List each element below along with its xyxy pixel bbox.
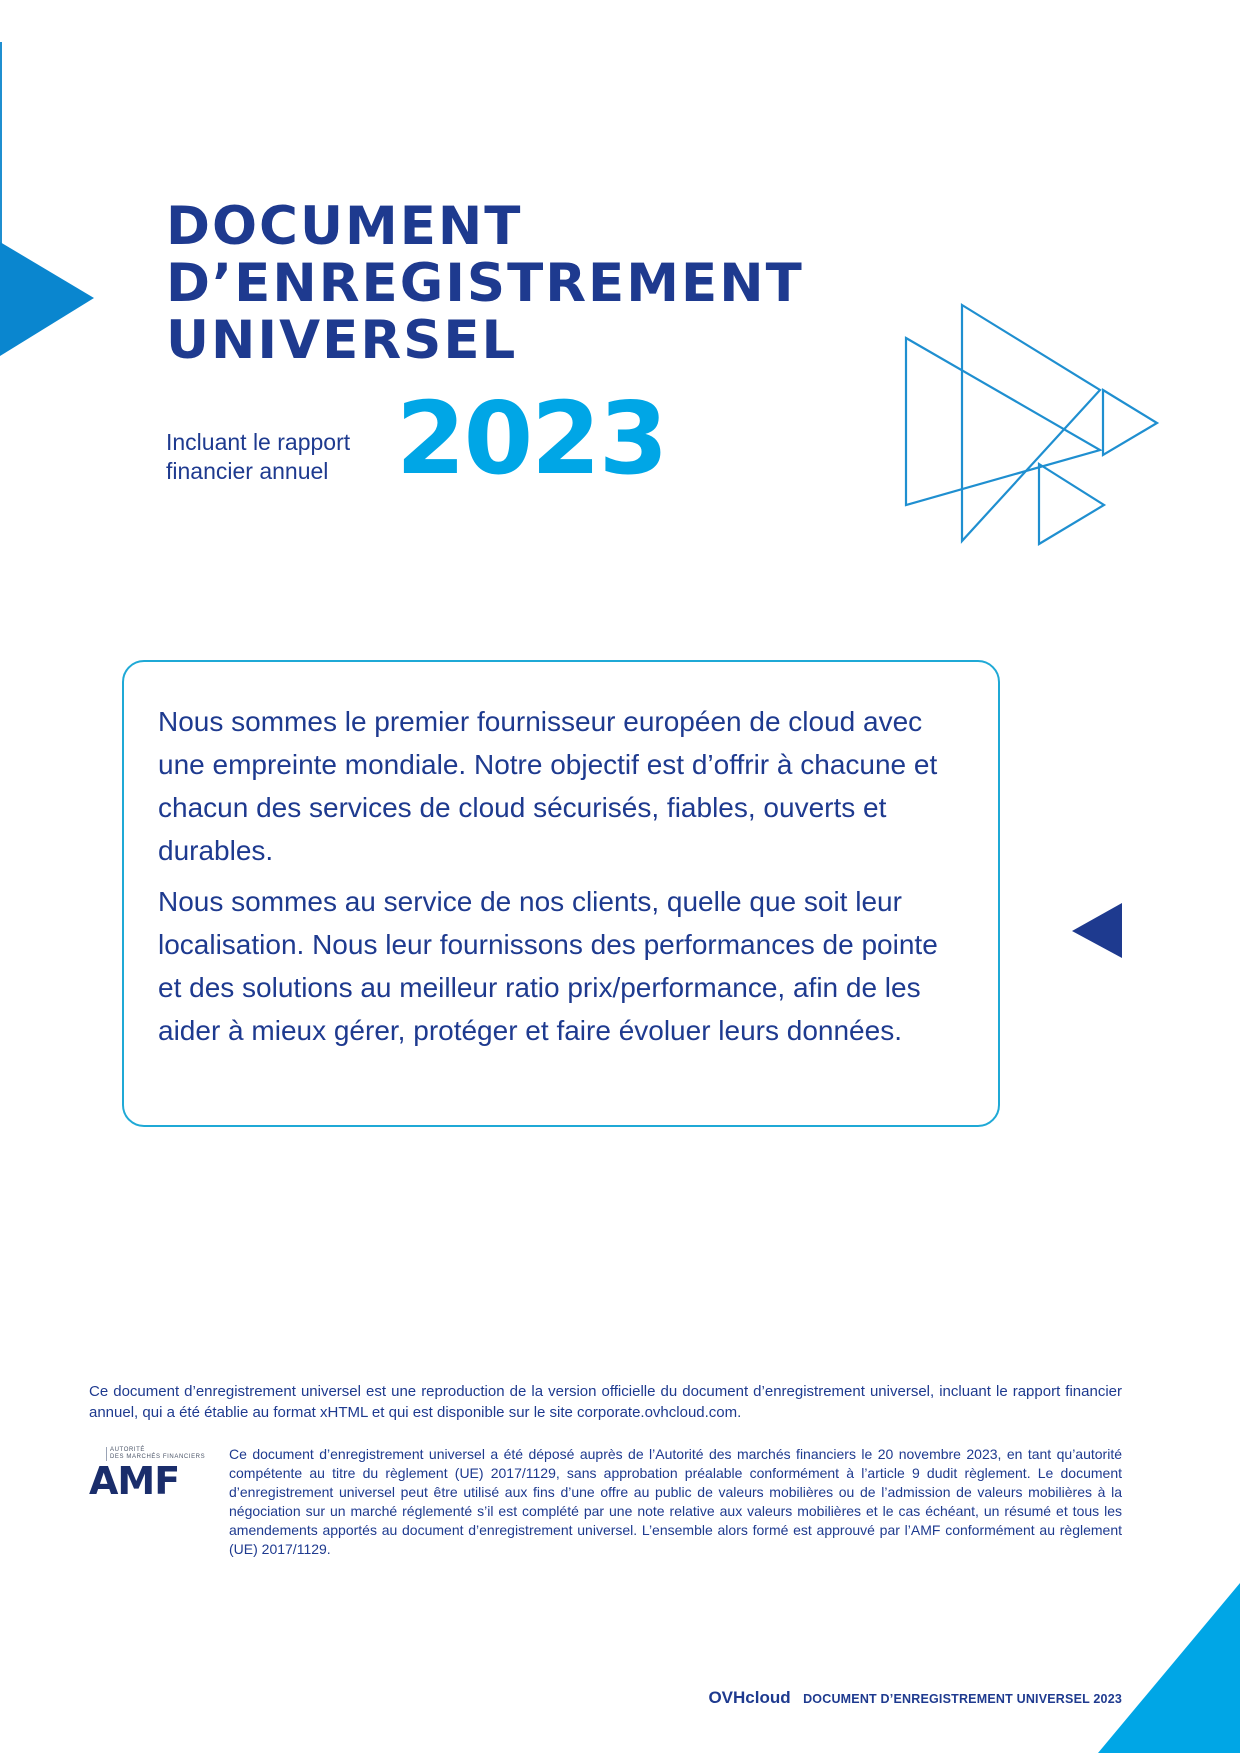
- year-label: 2023: [396, 380, 667, 497]
- document-title: [166, 198, 804, 369]
- mission-paragraph: Nous sommes au service de nos clients, quelle que soit leur localisation. Nous leur fournissons des performances de pointe et des solutions au meilleur ratio prix/performance, afin de les aider à mieux gérer, protéger et faire évoluer leurs données.: [158, 886, 938, 1046]
- title-line: D’ENREGISTREMENT: [166, 253, 804, 314]
- amf-logo: [89, 1447, 213, 1517]
- mission-statement-box: [122, 660, 1000, 1127]
- left-triangle-icon: [0, 242, 94, 356]
- subtitle-line: Incluant le rapport: [166, 429, 351, 455]
- title-line: UNIVERSEL: [166, 310, 518, 371]
- subtitle-line: financier annuel: [166, 458, 329, 484]
- title-line: DOCUMENT: [166, 196, 523, 257]
- amf-logo-text: AMF: [89, 1459, 180, 1503]
- reproduction-notice: Ce document d’enregistrement universel est une reproduction de la version officielle du document d’enregistrement universel, incluant le rapport financier annuel, qui a été établie au format xHTML et qui est disponible sur le site corporate.ovhcloud.com.: [89, 1383, 1122, 1421]
- left-edge-line: [0, 42, 2, 247]
- amf-tagline-line: AUTORITÉ: [110, 1447, 146, 1453]
- footer-brand: OVHcloud: [708, 1688, 791, 1707]
- footer-document-title: DOCUMENT D’ENREGISTREMENT UNIVERSEL 2023: [803, 1692, 1122, 1706]
- mission-paragraph: Nous sommes le premier fournisseur européen de cloud avec une empreinte mondiale. Notre objectif est d’offrir à chacune et chacun des services de cloud sécurisés, fiables, ouverts et durables.: [158, 706, 938, 866]
- corner-triangle-icon: [1098, 1583, 1240, 1753]
- triangle-outline-cluster-icon: [906, 305, 1157, 544]
- play-left-icon: [1072, 903, 1122, 958]
- subtitle: [166, 428, 350, 486]
- amf-legal-text: Ce document d’enregistrement universel a été déposé auprès de l’Autorité des marchés financiers le 20 novembre 2023, en tant qu’autorité compétente au titre du règlement (UE) 2017/1129, sans approbation préalable conformément à l’article 9 dudit règlement. Le document d’enregistrement universel peut être utilisé aux fins d’une offre au public de valeurs mobilières ou de l’admission de valeurs mobilières à la négociation sur un marché réglementé s’il est complété par une note relative aux valeurs mobilières et le cas échéant, un résumé et tous les amendements apportés au document d’enregistrement universel. L’ensemble alors formé est approuvé par l’AMF conformément au règlement (UE) 2017/1129.: [229, 1446, 1122, 1557]
- page-footer: [708, 1688, 1122, 1708]
- amf-tagline-line: DES MARCHÉS FINANCIERS: [110, 1454, 206, 1460]
